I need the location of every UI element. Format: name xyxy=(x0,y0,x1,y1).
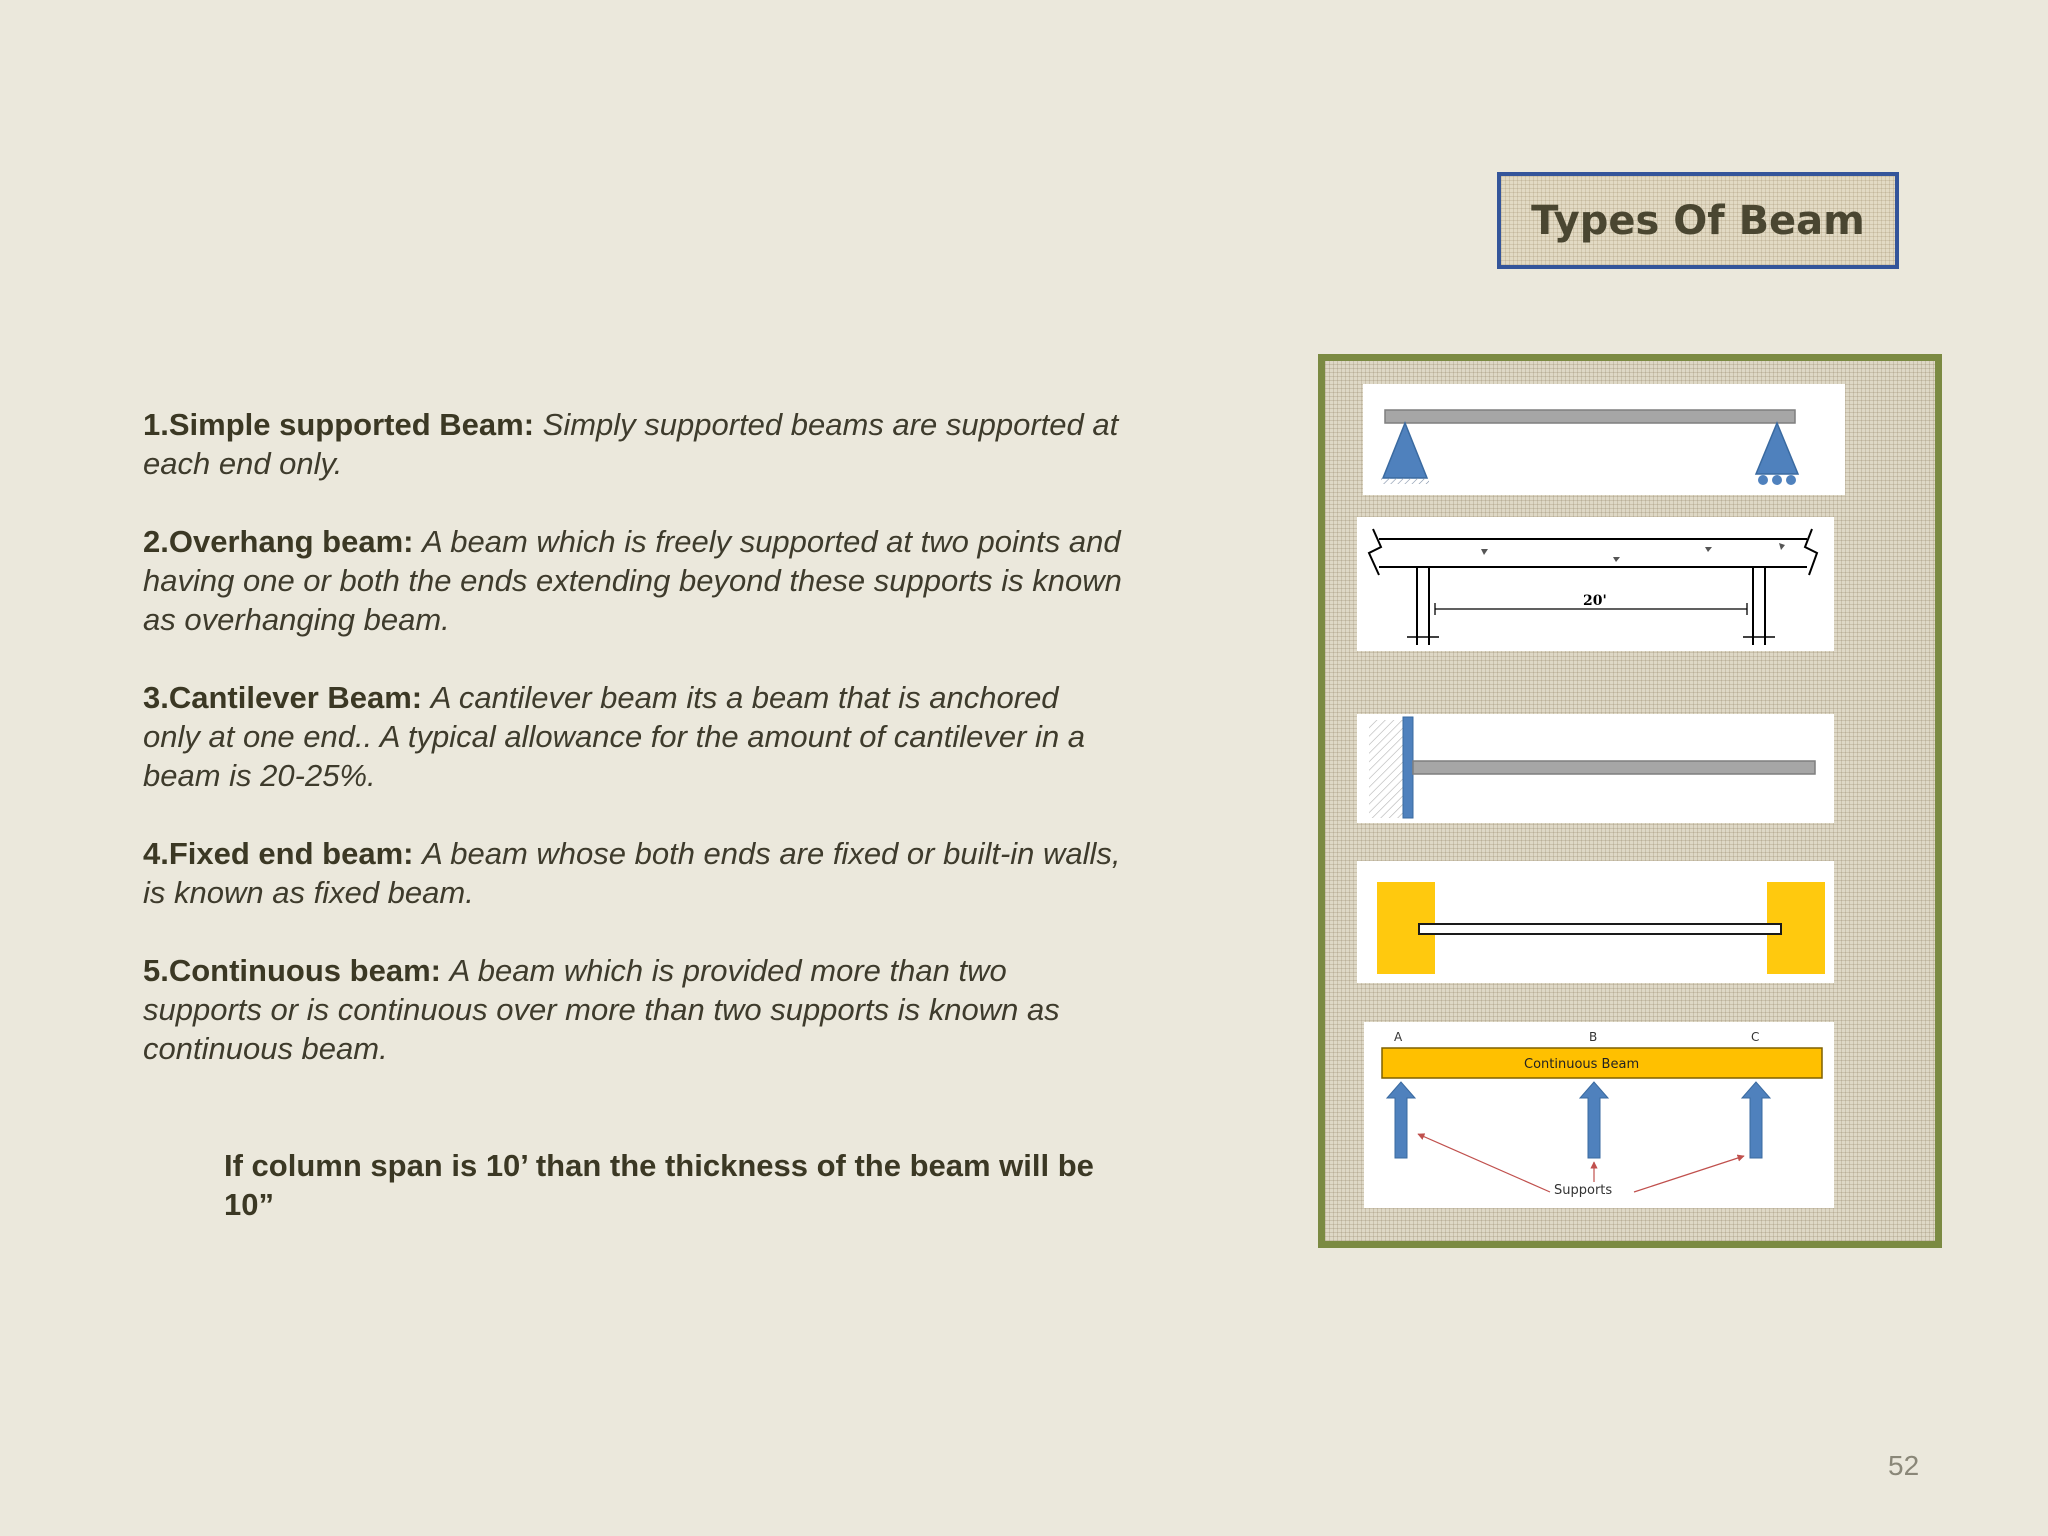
item-description: A beam whose both ends are fixed or built-in walls, is known as fixed beam. xyxy=(143,836,1121,910)
fixed-beam-diagram xyxy=(1357,861,1834,983)
list-item xyxy=(143,678,1123,795)
cantilever-beam-diagram xyxy=(1357,714,1834,823)
list-item xyxy=(143,951,1123,1068)
support-c-label: C xyxy=(1751,1030,1760,1044)
roller-icon xyxy=(1772,475,1782,485)
pin-support-icon xyxy=(1383,423,1427,478)
slide-title: Types Of Beam xyxy=(1531,197,1865,244)
support-b-label: B xyxy=(1589,1030,1598,1044)
support-arrow-icon xyxy=(1387,1082,1415,1158)
item-description: A beam which is freely supported at two points and having one or both the ends extending beyond these supports is known as overhanging beam. xyxy=(143,524,1122,637)
span-note: If column span is 10’ than the thickness of the beam will be 10” xyxy=(224,1148,1094,1222)
beam-label: Continuous Beam xyxy=(1524,1057,1640,1072)
beam-bar xyxy=(1413,761,1815,774)
support-arrow-icon xyxy=(1580,1082,1608,1158)
title-box xyxy=(1497,172,1899,269)
item-heading: 2.Overhang beam: xyxy=(143,524,414,559)
page-number: 52 xyxy=(1888,1450,1920,1481)
item-heading: 5.Continuous beam: xyxy=(143,953,441,988)
list-item xyxy=(143,522,1123,639)
support-arrow-icon xyxy=(1742,1082,1770,1158)
roller-icon xyxy=(1786,475,1796,485)
item-heading: 1.Simple supported Beam: xyxy=(143,407,535,442)
fixed-support xyxy=(1403,717,1413,818)
item-heading: 4.Fixed end beam: xyxy=(143,836,414,871)
overhang-dimension-label: 20' xyxy=(1583,593,1607,609)
list-item xyxy=(143,834,1123,912)
beam-types-list xyxy=(143,405,1123,1068)
continuous-beam-diagram xyxy=(1364,1022,1834,1208)
item-description: A beam which is provided more than two supports or is continuous over more than two supports is known as continuous beam. xyxy=(143,953,1060,1066)
beam-bar xyxy=(1419,924,1781,934)
ground-hatch xyxy=(1381,478,1429,484)
wall-hatch xyxy=(1369,720,1403,818)
item-description: Simply supported beams are supported at each end only. xyxy=(143,407,1119,481)
beam-diagrams-panel xyxy=(1318,354,1942,1248)
beam-bar xyxy=(1385,410,1795,423)
support-a-label: A xyxy=(1394,1030,1403,1044)
overhang-beam-diagram xyxy=(1357,517,1834,651)
list-item xyxy=(143,405,1123,483)
item-heading: 3.Cantilever Beam: xyxy=(143,680,423,715)
item-description: A cantilever beam its a beam that is anchored only at one end.. A typical allowance for the amount of cantilever in a beam is 20-25%. xyxy=(143,680,1086,793)
simple-beam-diagram xyxy=(1363,384,1845,495)
roller-support-icon xyxy=(1756,423,1798,474)
roller-icon xyxy=(1758,475,1768,485)
supports-label: Supports xyxy=(1554,1183,1613,1198)
